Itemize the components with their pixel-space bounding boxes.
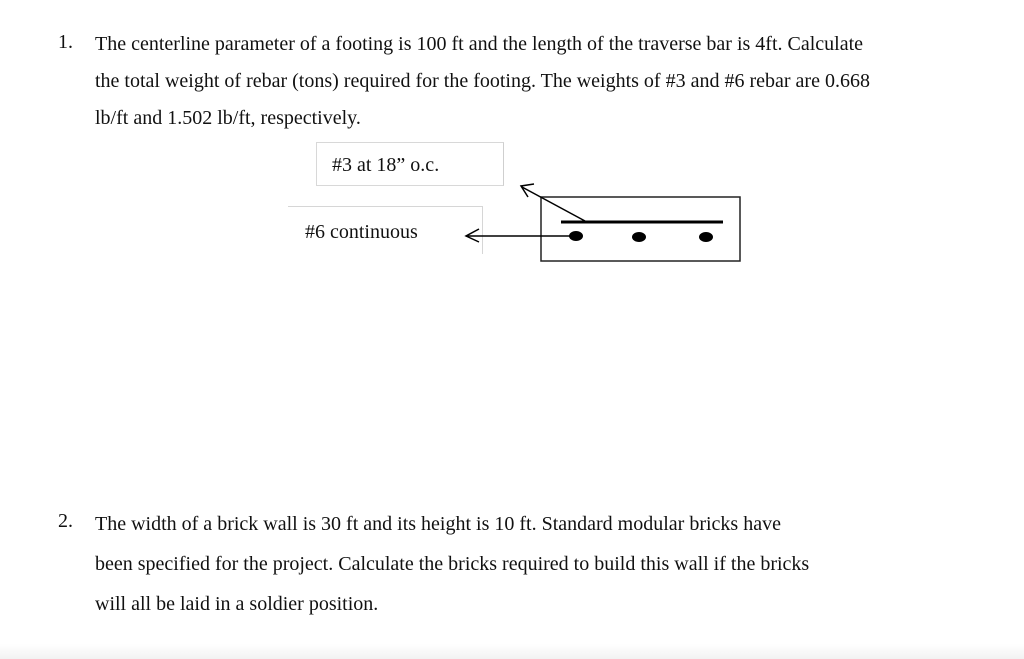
page-bottom-edge bbox=[0, 644, 1024, 659]
problem-line: The width of a brick wall is 30 ft and its height is 10 ft. Standard modular bricks have bbox=[95, 513, 781, 535]
problem-number: 2. bbox=[58, 510, 73, 532]
longitudinal-bar-dot bbox=[699, 232, 713, 242]
problem-number: 1. bbox=[58, 31, 73, 53]
footing-outline bbox=[541, 197, 740, 261]
problem-line: the total weight of rebar (tons) required for the footing. The weights of #3 and #6 rebar are 0.668 bbox=[95, 70, 870, 92]
problem-text bbox=[95, 26, 955, 137]
problem-line: been specified for the project. Calculate the bricks required to build this wall if the bricks bbox=[95, 553, 810, 575]
problem-line: will all be laid in a soldier position. bbox=[95, 593, 379, 615]
longitudinal-bar-label: #6 continuous bbox=[288, 206, 483, 254]
problem-line: The centerline parameter of a footing is 100 ft and the length of the traverse bar is 4ft. Calculate bbox=[95, 33, 864, 55]
transverse-leader-line bbox=[522, 187, 585, 221]
longitudinal-leader-arrowhead bbox=[466, 229, 479, 242]
transverse-bar-label: #3 at 18” o.c. bbox=[316, 142, 504, 186]
problem-text bbox=[95, 504, 955, 624]
problem-line: lb/ft and 1.502 lb/ft, respectively. bbox=[95, 107, 361, 129]
transverse-leader-arrowhead bbox=[521, 184, 534, 197]
longitudinal-bar-dot bbox=[632, 232, 646, 242]
longitudinal-bar-dot bbox=[569, 231, 583, 241]
